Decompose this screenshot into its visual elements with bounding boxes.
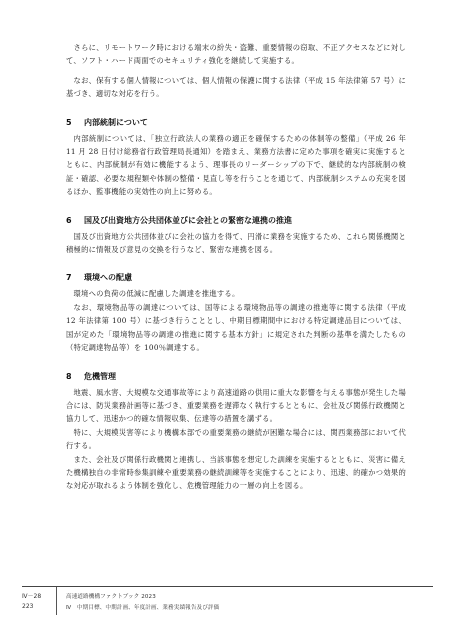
section-title: 危機管理 — [84, 371, 116, 381]
section-title: 環境への配慮 — [84, 273, 132, 283]
footer-page-number: 223 — [22, 603, 34, 610]
footer-page-ref: Ⅳ－28 — [22, 593, 42, 600]
footer-divider — [56, 587, 57, 615]
section-heading — [66, 116, 406, 129]
section-heading — [66, 214, 406, 227]
paragraph: 内部統制については、「独立行政法人の業務の適正を確保するための体制等の整備」（平成 26 年 11 月 28 日付け総務省行政管理局長通知）を踏まえ、業務方法書に定めた事項を確実に実施するとともに、内部統制が有効に機能するよう、理事長のリーダーシップの下で、継続的な内部統制の検証・確認、必要な規程類や体制の整備・見直し等を行うことを通じて、内部統制システムの充実を図るほか、監事機能の実効性の向上に努める。 — [66, 133, 406, 197]
paragraph: 国及び出資地方公共団体並びに会社の協力を得て、円滑に業務を実施するため、これら関係機関と積極的に情報及び意見の交換を行うなど、緊密な連携を図る。 — [66, 231, 406, 255]
footer-book-title: 高速道路機構ファクトブック 2023 — [66, 593, 156, 600]
paragraph: なお、保有する個人情報については、個人情報の保護に関する法律（平成 15 年法律第 57 号）に基づき、適切な対応を行う。 — [66, 75, 406, 99]
section-number: 5 — [66, 117, 72, 127]
paragraph: 地震、風水害、大規模な交通事故等により高速道路の供用に重大な影響を与える事態が発生した場合には、防災業務計画等に基づき、重要業務を遅滞なく執行するとともに、会社及び関係行政機関と協力して、迅速かつ的確な情報収集、伝達等の措置を講ずる。 — [66, 387, 406, 424]
section-heading — [66, 370, 406, 383]
footer-chapter: Ⅳ 中期目標、中期計画、年度計画、業務実績報告及び評価 — [66, 604, 220, 611]
page-footer — [22, 586, 433, 612]
body-text — [66, 41, 406, 493]
section-title: 国及び出資地方公共団体並びに会社との緊密な連携の推進 — [84, 215, 292, 225]
paragraph: また、会社及び関係行政機関と連携し、当該事態を想定した訓練を実施するとともに、災害に備えた機構独自の非常時参集訓練や重要業務の継続訓練等を実施することにより、迅速、的確かつ効果的な対応が取れるよう体制を強化し、危機管理能力の一層の向上を図る。 — [66, 454, 406, 491]
paragraph: なお、環境物品等の調達については、国等による環境物品等の調達の推進等に関する法律（平成 12 年法律第 100 号）に基づき行うこととし、中期目標期間中における特定調達品目については、国が定めた「環境物品等の調達の推進に関する基本方針」に規定された判断の基準を満たしたもの（特定調達物品等）を 100％調達する。 — [66, 302, 406, 353]
paragraph: 特に、大規模災害等により機構本部での重要業務の継続が困難な場合には、関西業務部において代行する。 — [66, 427, 406, 451]
section-number: 8 — [66, 371, 72, 381]
paragraph: さらに、リモートワーク時における端末の紛失・盗難、重要情報の窃取、不正アクセスなどに対して、ソフト・ハード両面でのセキュリティ強化を継続して実施する。 — [66, 43, 406, 66]
section-number: 6 — [66, 215, 72, 225]
paragraph: 環境への負荷の低減に配慮した調達を推進する。 — [73, 289, 240, 299]
section-title: 内部統制について — [84, 117, 148, 127]
section-number: 7 — [66, 273, 72, 283]
section-heading — [66, 271, 406, 284]
